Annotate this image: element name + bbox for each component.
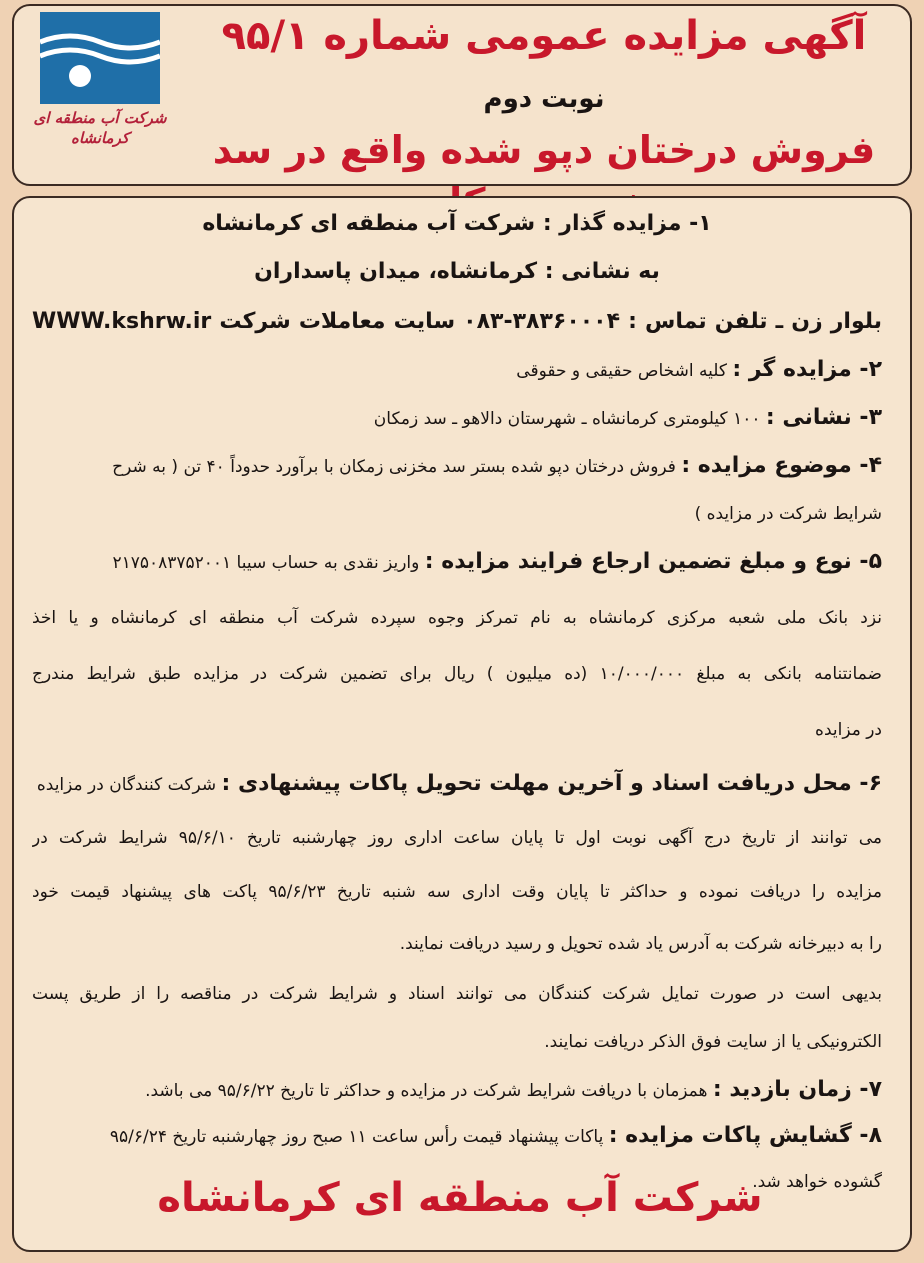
logo-caption-line2: کرمانشاه <box>70 129 129 147</box>
address-line: به نشانی : کرمانشاه، میدان پاسداران <box>254 259 660 284</box>
logo-caption-line1: شرکت آب منطقه ای <box>33 109 167 127</box>
section-6-line6: الکترونیکی یا از سایت فوق الذکر دریافت نمایند. <box>544 1032 882 1052</box>
section-6-value: شرکت کنندگان در مزایده <box>36 775 217 795</box>
section-5 <box>32 546 882 579</box>
section-7-value: همزمان با دریافت شرایط شرکت در مزایده و حداکثر تا تاریخ ۹۵/۶/۲۲ می باشد. <box>145 1081 708 1101</box>
section-2 <box>32 354 882 387</box>
section-5-key: ۵- نوع و مبلغ تضمین ارجاع فرایند مزایده : <box>424 549 882 574</box>
contact-line: بلوار زن ـ تلفن تماس : ۳۸۳۶۰۰۰۴-۰۸۳ سایت معاملات شرکت WWW.kshrw.ir <box>32 309 882 334</box>
logo-caption <box>30 108 170 148</box>
section-5-line4: در مزایده <box>815 720 882 740</box>
notice-subject: فروش درختان دپو شده واقع در سد <box>212 128 876 172</box>
section-4 <box>32 450 882 483</box>
section-5-value: واریز نقدی به حساب سیبا ۲۱۷۵۰۸۳۷۵۲۰۰۱ <box>112 553 420 573</box>
notice-body <box>12 196 912 1252</box>
section-7-key: ۷- زمان بازدید : <box>712 1077 882 1102</box>
section-8-value: پاکات پیشنهاد قیمت رأس ساعت ۱۱ صبح روز چهارشنبه تاریخ ۹۵/۶/۲۴ <box>109 1127 604 1147</box>
section-2-value: کلیه اشخاص حقیقی و حقوقی <box>516 361 727 381</box>
section-2-key: ۲- مزایده گر : <box>732 357 882 382</box>
water-wave-icon <box>40 12 160 104</box>
section-6-line5: بدیهی است در صورت تمایل شرکت کنندگان می توانند اسناد و شرایط شرکت در مناقصه را از طریق پست <box>32 984 882 1004</box>
section-6-key: ۶- محل دریافت اسناد و آخرین مهلت تحویل پاکات پیشنهادی : <box>221 771 882 796</box>
company-logo <box>30 10 170 170</box>
section-8 <box>32 1120 882 1153</box>
notice-title: آگهی مزایده عمومی شماره ۹۵/۱ <box>221 13 867 59</box>
section-8-cont: گشوده خواهد شد. <box>752 1172 882 1192</box>
section-4-key: ۴- موضوع مزایده : <box>681 453 882 478</box>
section-4-value: فروش درختان دپو شده بستر سد مخزنی زمکان با برآورد حدوداً ۴۰ تن ( به شرح <box>112 457 676 477</box>
notice-round: نوبت دوم <box>483 84 605 114</box>
section-6-line3: مزایده را دریافت نموده و حداکثر تا پایان وقت اداری سه شنبه تاریخ ۹۵/۶/۲۳ پاکت های پیشنهاد قیمت خود <box>32 882 882 902</box>
section-6-line4: را به دبیرخانه شرکت به آدرس یاد شده تحویل و رسید دریافت نمایند. <box>399 934 882 954</box>
section-3 <box>32 402 882 435</box>
section-7 <box>32 1074 882 1107</box>
section-3-key: ۳- نشانی : <box>765 405 882 430</box>
section-6 <box>32 768 882 801</box>
section-5-line2: نزد بانک ملی شعبه مرکزی کرمانشاه به نام تمرکز وجوه سپرده شرکت آب منطقه ای کرمانشاه و یا اخذ <box>32 608 882 628</box>
section-4-cont: شرایط شرکت در مزایده ) <box>694 504 882 524</box>
section-3-value: ۱۰۰ کیلومتری کرمانشاه ـ شهرستان دالاهو ـ سد زمکان <box>373 409 761 429</box>
section-5-line3: ضمانتنامه بانکی به مبلغ ۱۰/۰۰۰/۰۰۰ (ده میلیون ) ریال برای تضمین شرکت در مزایده طبق شرایط مندرج <box>32 664 882 684</box>
footer-signature: شرکت آب منطقه ای کرمانشاه <box>157 1175 763 1221</box>
section-8-key: ۸- گشایش پاکات مزایده : <box>608 1123 882 1148</box>
header-panel <box>12 4 912 186</box>
section-6-line2: می توانند از تاریخ درج آگهی نوبت اول تا پایان ساعت اداری روز چهارشنبه تاریخ ۹۵/۶/۱۰ شرایط شرکت در <box>32 828 882 848</box>
tenderer-line: ۱- مزایده گذار : شرکت آب منطقه ای کرمانشاه <box>202 211 712 236</box>
